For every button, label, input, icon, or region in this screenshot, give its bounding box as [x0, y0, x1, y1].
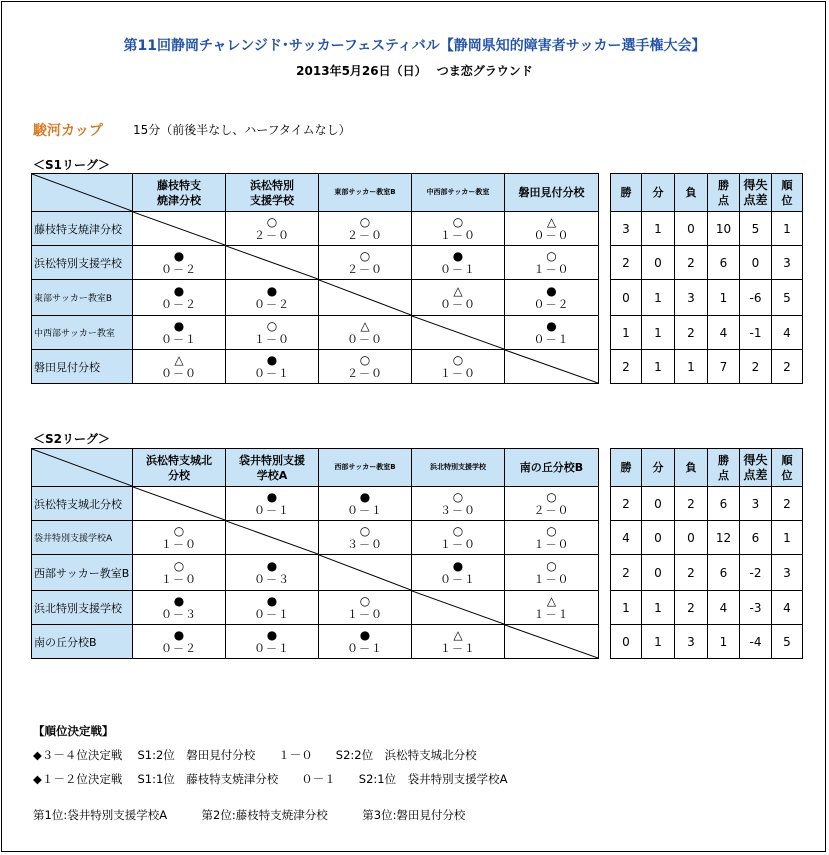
match-score: １－０: [161, 537, 197, 551]
stat-cell: 2: [675, 246, 708, 280]
match-result-cell: [412, 350, 505, 384]
stat-cell: 1: [642, 350, 675, 384]
result-mark: ○: [546, 489, 557, 504]
result-mark: ○: [546, 523, 557, 538]
column-header-stat: 勝点: [708, 174, 740, 212]
match-score: ０－２: [161, 262, 197, 276]
stat-cell: 0: [642, 521, 675, 555]
result-mark: ○: [359, 248, 371, 263]
stat-cell: 2: [611, 555, 642, 591]
match-result-cell: [412, 280, 505, 316]
match-result-cell: [412, 555, 505, 591]
match-score: ０－１: [161, 332, 197, 346]
self-match-cell: [133, 212, 226, 246]
match-result-cell: [505, 246, 599, 280]
stat-cell: 1: [708, 280, 740, 316]
result-mark: ●: [173, 248, 185, 263]
self-match-cell: [319, 280, 412, 316]
match-result-cell: [412, 487, 505, 521]
match-result-cell: [505, 591, 599, 625]
match-score: １－０: [347, 607, 383, 621]
table-row: [32, 625, 803, 659]
row-team-name: 磐田見付分校: [32, 350, 133, 384]
match-score: ２－０: [533, 503, 570, 517]
stat-cell: 4: [772, 591, 803, 625]
match-score: １－０: [161, 572, 197, 586]
stat-cell: 7: [708, 350, 740, 384]
result-mark: ○: [546, 558, 557, 573]
match-result-cell: [133, 316, 226, 350]
stat-cell: 4: [611, 521, 642, 555]
stat-cell: 1: [675, 350, 708, 384]
match-result-cell: [133, 280, 226, 316]
match-score: ０－１: [254, 366, 290, 380]
row-team-name: 藤枝特支焼津分校: [32, 212, 133, 246]
stat-cell: -2: [740, 555, 772, 591]
result-mark: ○: [359, 593, 371, 608]
date-venue: 2013年5月26日（日） つま恋グラウンド: [296, 64, 533, 78]
result-mark: ●: [173, 318, 185, 333]
result-mark: ○: [452, 523, 464, 538]
match-score: ２－０: [347, 228, 383, 242]
match-result-cell: [226, 591, 319, 625]
result-mark: ○: [546, 248, 557, 263]
match-score: ０－１: [254, 641, 290, 655]
result-mark: ●: [546, 318, 557, 333]
match-rule: 15分（前後半なし、ハーフタイムなし）: [133, 123, 351, 137]
table-row: [32, 280, 803, 316]
result-mark: △: [453, 627, 463, 642]
column-header-team: 磐田見付分校: [505, 174, 599, 212]
table-row: [32, 350, 803, 384]
column-gap: [599, 487, 611, 521]
result-mark: ●: [266, 558, 278, 573]
stat-cell: 2: [675, 487, 708, 521]
column-header-stat: 負: [675, 174, 708, 212]
column-header-team: 浜松特支城北 分校: [133, 449, 226, 487]
match-result-cell: [505, 316, 599, 350]
stat-cell: 1: [772, 521, 803, 555]
stat-cell: 3: [772, 246, 803, 280]
page-frame: [1, 1, 826, 852]
stat-cell: 1: [611, 591, 642, 625]
row-team-name: 中西部サッカー教室: [32, 316, 133, 350]
row-team-name: 浜松特支城北分校: [32, 487, 133, 521]
column-header-team: 東部サッカー教室B: [319, 174, 412, 212]
table-row: [32, 487, 803, 521]
stat-cell: 3: [675, 280, 708, 316]
match-result-cell: [133, 555, 226, 591]
result-mark: △: [453, 283, 463, 298]
result-mark: ○: [452, 214, 464, 229]
stat-cell: 4: [772, 316, 803, 350]
cup-name: 駿河カップ: [33, 123, 103, 139]
table-corner: [32, 449, 133, 487]
match-result-cell: [505, 212, 599, 246]
result-mark: ●: [266, 593, 278, 608]
stat-cell: 3: [740, 487, 772, 521]
result-mark: ○: [173, 558, 185, 573]
stat-cell: 1: [708, 625, 740, 659]
column-gap: [599, 350, 611, 384]
stat-cell: 2: [740, 350, 772, 384]
table-row: [32, 316, 803, 350]
result-mark: ●: [266, 283, 278, 298]
stat-cell: 0: [642, 246, 675, 280]
stat-cell: 0: [675, 521, 708, 555]
table-corner: [32, 174, 133, 212]
match-score: ０－０: [161, 366, 197, 380]
self-match-cell: [226, 246, 319, 280]
match-score: ０－１: [440, 262, 476, 276]
stat-cell: -3: [740, 591, 772, 625]
column-header-stat: 順位: [772, 174, 803, 212]
row-team-name: 西部サッカー教室B: [32, 555, 133, 591]
league-1-table: [31, 173, 803, 384]
result-mark: ○: [266, 214, 278, 229]
match-result-cell: [505, 555, 599, 591]
stat-cell: 6: [708, 246, 740, 280]
stat-cell: 4: [708, 316, 740, 350]
column-gap: [599, 212, 611, 246]
match-result-cell: [226, 625, 319, 659]
stat-cell: 1: [642, 625, 675, 659]
match-score: ３－０: [440, 503, 476, 517]
match-score: ３－０: [347, 537, 383, 551]
match-result-cell: [412, 521, 505, 555]
match-score: ２－０: [254, 228, 290, 242]
column-header-stat: 勝点: [708, 449, 740, 487]
result-mark: △: [546, 593, 557, 608]
result-mark: ●: [173, 627, 185, 642]
match-result-cell: [319, 521, 412, 555]
result-mark: ●: [173, 283, 185, 298]
match-result-cell: [412, 212, 505, 246]
self-match-cell: [412, 591, 505, 625]
table-row: [32, 555, 803, 591]
league-1-title: ＜S1リーグ＞: [33, 158, 110, 172]
column-gap: [599, 316, 611, 350]
match-result-cell: [319, 591, 412, 625]
match-score: ０－２: [161, 641, 197, 655]
match-score: １－１: [533, 607, 570, 621]
row-team-name: 袋井特別支援学校A: [32, 521, 133, 555]
stat-cell: 0: [611, 280, 642, 316]
column-gap: [599, 174, 611, 212]
column-gap: [599, 246, 611, 280]
match-result-cell: [226, 212, 319, 246]
match-score: ０－１: [347, 503, 383, 517]
match-score: ０－１: [440, 572, 476, 586]
match-result-cell: [226, 316, 319, 350]
match-result-cell: [412, 246, 505, 280]
stat-cell: 5: [740, 212, 772, 246]
stat-cell: 0: [675, 212, 708, 246]
result-mark: ○: [452, 352, 464, 367]
column-header-stat: 勝: [611, 174, 642, 212]
match-result-cell: [319, 487, 412, 521]
stat-cell: 2: [772, 350, 803, 384]
table-row: [32, 246, 803, 280]
match-score: ０－０: [533, 228, 570, 242]
stat-cell: 2: [675, 591, 708, 625]
match-score: １－０: [440, 366, 476, 380]
result-mark: ●: [359, 489, 371, 504]
row-team-name: 浜松特別支援学校: [32, 246, 133, 280]
match-score: ０－２: [254, 297, 290, 311]
column-header-team: 袋井特別支援 学校A: [226, 449, 319, 487]
stat-cell: 6: [740, 521, 772, 555]
match-score: １－０: [533, 572, 570, 586]
stat-cell: 0: [642, 487, 675, 521]
column-header-team: 浜北特別支援学校: [412, 449, 505, 487]
self-match-cell: [412, 316, 505, 350]
stat-cell: 1: [611, 316, 642, 350]
table-row: [32, 212, 803, 246]
stat-cell: 2: [675, 316, 708, 350]
column-header-team: 藤枝特支 焼津分校: [133, 174, 226, 212]
match-result-cell: [226, 487, 319, 521]
match-result-cell: [133, 350, 226, 384]
column-header-stat: 分: [642, 449, 675, 487]
stat-cell: -1: [740, 316, 772, 350]
stat-cell: 3: [772, 555, 803, 591]
ranking-line-1-2: ◆１－２位決定戦 S1:1位 藤枝特支焼津分校 ０－１ S2:1位 袋井特別支援学校A: [33, 772, 508, 786]
page-title: 第11回静岡チャレンジド･サッカーフェスティバル【静岡県知的障害者サッカー選手権大会】: [123, 38, 706, 54]
column-header-stat: 順位: [772, 449, 803, 487]
match-score: １－０: [533, 537, 570, 551]
stat-cell: 6: [708, 555, 740, 591]
stat-cell: 0: [611, 625, 642, 659]
match-score: ０－１: [347, 641, 383, 655]
stat-cell: 2: [611, 487, 642, 521]
column-gap: [599, 625, 611, 659]
match-score: １－０: [440, 228, 476, 242]
table-row: [32, 591, 803, 625]
column-header-stat: 得失点差: [740, 174, 772, 212]
final-standings: 第1位:袋井特別支援学校A 第2位:藤枝特支焼津分校 第3位:磐田見付分校: [33, 808, 466, 822]
result-mark: ●: [546, 283, 557, 298]
stat-cell: 3: [675, 625, 708, 659]
self-match-cell: [505, 350, 599, 384]
ranking-line-3-4: ◆３－４位決定戦 S1:2位 磐田見付分校 １－０ S2:2位 浜松特支城北分校: [33, 748, 477, 762]
stat-cell: 1: [642, 591, 675, 625]
self-match-cell: [226, 521, 319, 555]
column-header-team: 浜松特別 支援学校: [226, 174, 319, 212]
match-result-cell: [319, 625, 412, 659]
match-score: １－０: [440, 537, 476, 551]
column-header-stat: 分: [642, 174, 675, 212]
result-mark: ●: [266, 352, 278, 367]
stat-cell: 2: [772, 487, 803, 521]
column-header-stat: 得失点差: [740, 449, 772, 487]
match-result-cell: [133, 625, 226, 659]
stat-cell: 2: [611, 246, 642, 280]
stat-cell: 1: [642, 280, 675, 316]
result-mark: △: [546, 214, 557, 229]
match-score: ０－３: [161, 607, 197, 621]
result-mark: △: [174, 352, 184, 367]
stat-cell: -4: [740, 625, 772, 659]
column-gap: [599, 449, 611, 487]
result-mark: ●: [359, 627, 371, 642]
result-mark: ○: [266, 318, 278, 333]
stat-cell: 2: [675, 555, 708, 591]
stat-cell: 0: [740, 246, 772, 280]
self-match-cell: [319, 555, 412, 591]
stat-cell: -6: [740, 280, 772, 316]
column-header-stat: 負: [675, 449, 708, 487]
match-score: ２－０: [347, 366, 383, 380]
column-header-team: 西部サッカー教室B: [319, 449, 412, 487]
result-mark: ●: [452, 248, 464, 263]
result-mark: ●: [173, 593, 185, 608]
column-gap: [599, 280, 611, 316]
result-mark: ○: [359, 214, 371, 229]
match-result-cell: [319, 246, 412, 280]
match-score: ２－０: [347, 262, 383, 276]
match-result-cell: [319, 350, 412, 384]
column-gap: [599, 521, 611, 555]
stat-cell: 3: [611, 212, 642, 246]
match-result-cell: [133, 521, 226, 555]
table-row: [32, 521, 803, 555]
match-score: ０－３: [254, 572, 290, 586]
column-header-team: 中西部サッカー教室: [412, 174, 505, 212]
match-result-cell: [505, 280, 599, 316]
ranking-title: 【順位決定戦】: [33, 724, 114, 738]
match-result-cell: [505, 521, 599, 555]
match-result-cell: [226, 280, 319, 316]
match-result-cell: [133, 591, 226, 625]
match-score: ０－１: [533, 332, 570, 346]
match-score: ０－０: [440, 297, 476, 311]
match-result-cell: [226, 555, 319, 591]
stat-cell: 2: [611, 350, 642, 384]
result-mark: ○: [173, 523, 185, 538]
match-score: ０－２: [161, 297, 197, 311]
result-mark: ○: [359, 523, 371, 538]
match-result-cell: [226, 350, 319, 384]
match-score: １－０: [254, 332, 290, 346]
match-score: ０－１: [254, 607, 290, 621]
match-result-cell: [319, 316, 412, 350]
column-header-team: 南の丘分校B: [505, 449, 599, 487]
column-gap: [599, 555, 611, 591]
match-result-cell: [133, 246, 226, 280]
column-header-stat: 勝: [611, 449, 642, 487]
match-result-cell: [412, 625, 505, 659]
row-team-name: 東部サッカー教室B: [32, 280, 133, 316]
match-result-cell: [505, 487, 599, 521]
result-mark: ●: [452, 558, 464, 573]
league-2-table: [31, 448, 803, 659]
stat-cell: 10: [708, 212, 740, 246]
match-score: ０－０: [347, 332, 383, 346]
match-score: １－１: [440, 641, 476, 655]
stat-cell: 12: [708, 521, 740, 555]
stat-cell: 5: [772, 280, 803, 316]
result-mark: ○: [452, 489, 464, 504]
match-score: ０－２: [533, 297, 570, 311]
stat-cell: 0: [642, 555, 675, 591]
self-match-cell: [505, 625, 599, 659]
result-mark: ●: [266, 627, 278, 642]
stat-cell: 1: [772, 212, 803, 246]
row-team-name: 浜北特別支援学校: [32, 591, 133, 625]
self-match-cell: [133, 487, 226, 521]
stat-cell: 6: [708, 487, 740, 521]
league-2-title: ＜S2リーグ＞: [33, 432, 110, 446]
row-team-name: 南の丘分校B: [32, 625, 133, 659]
match-score: ０－１: [254, 503, 290, 517]
result-mark: △: [360, 318, 370, 333]
match-result-cell: [319, 212, 412, 246]
stat-cell: 1: [642, 316, 675, 350]
stat-cell: 1: [642, 212, 675, 246]
result-mark: ●: [266, 489, 278, 504]
column-gap: [599, 591, 611, 625]
match-score: １－０: [533, 262, 570, 276]
stat-cell: 4: [708, 591, 740, 625]
stat-cell: 5: [772, 625, 803, 659]
result-mark: ○: [359, 352, 371, 367]
